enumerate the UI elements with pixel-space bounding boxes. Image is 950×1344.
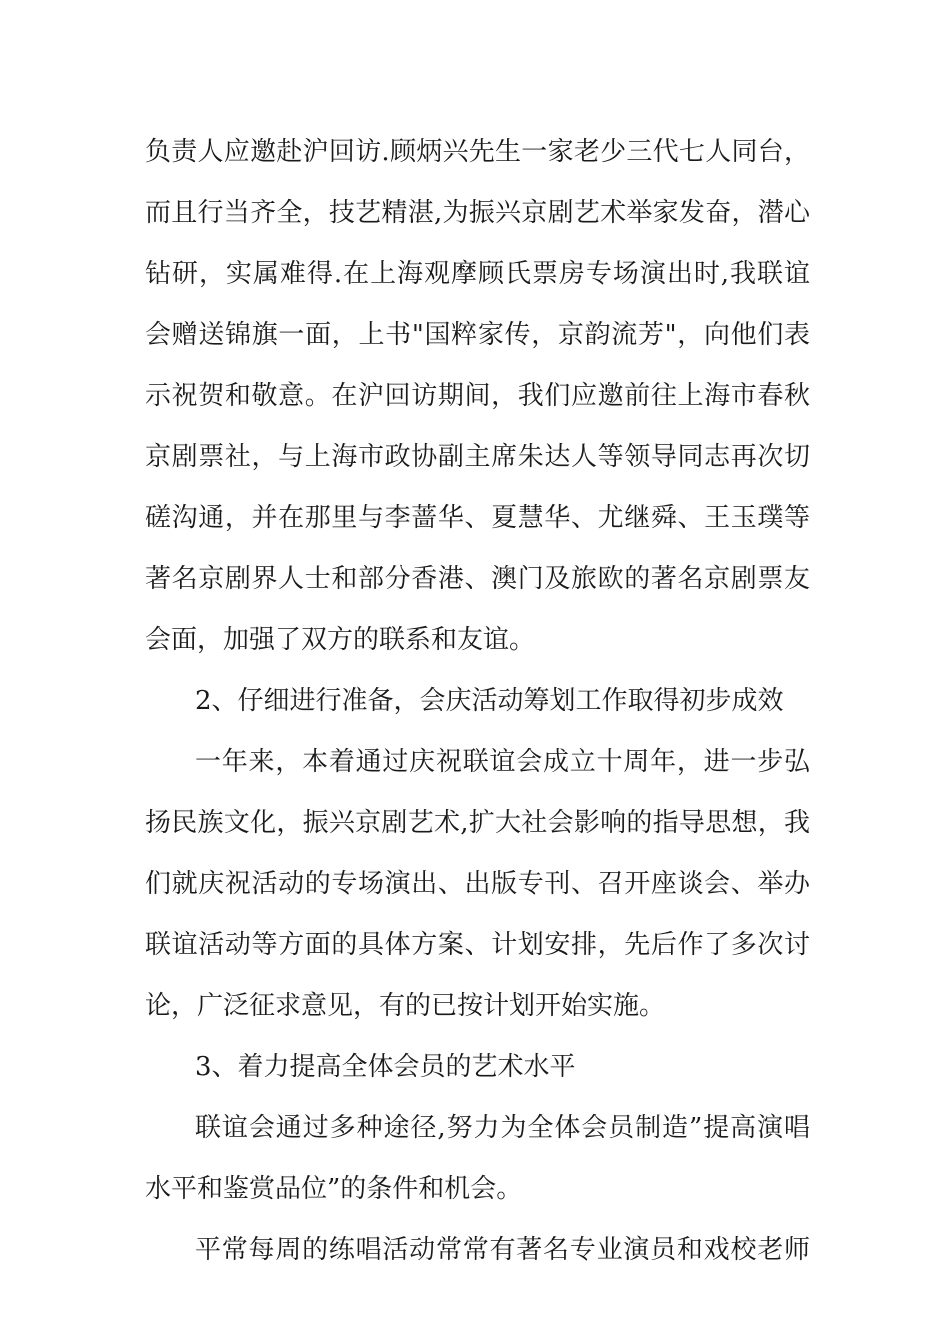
body-text-line: 而且行当齐全，技艺精湛,为振兴京剧艺术举家发奋，潜心 bbox=[145, 198, 810, 228]
paragraph-first-line: 联谊会通过多种途径,努力为全体会员制造”提高演唱 bbox=[195, 1113, 810, 1143]
body-text-line: 会赠送锦旗一面，上书"国粹家传，京韵流芳"，向他们表 bbox=[145, 320, 810, 350]
paragraph-first-line: 一年来，本着通过庆祝联谊会成立十周年，进一步弘 bbox=[195, 747, 810, 777]
body-text-line: 扬民族文化，振兴京剧艺术,扩大社会影响的指导思想，我 bbox=[145, 808, 810, 838]
body-text-line: 们就庆祝活动的专场演出、出版专刊、召开座谈会、举办 bbox=[145, 869, 810, 899]
body-text-line: 示祝贺和敬意。在沪回访期间，我们应邀前往上海市春秋 bbox=[145, 381, 810, 411]
body-text-line: 磋沟通，并在那里与李蔷华、夏慧华、尤继舜、王玉璞等 bbox=[145, 503, 810, 533]
body-text-line: 水平和鉴赏品位”的条件和机会。 bbox=[145, 1174, 523, 1204]
body-text-line: 论，广泛征求意见，有的已按计划开始实施。 bbox=[145, 991, 666, 1021]
paragraph-first-line: 平常每周的练唱活动常常有著名专业演员和戏校老师 bbox=[195, 1235, 810, 1265]
section-heading: 2、仔细进行准备，会庆活动筹划工作取得初步成效 bbox=[195, 686, 784, 716]
body-text-line: 京剧票社，与上海市政协副主席朱达人等领导同志再次切 bbox=[145, 442, 810, 472]
body-text-line: 著名京剧界人士和部分香港、澳门及旅欧的著名京剧票友 bbox=[145, 564, 810, 594]
section-heading: 3、着力提高全体会员的艺术水平 bbox=[195, 1052, 576, 1082]
body-text-line: 联谊活动等方面的具体方案、计划安排，先后作了多次讨 bbox=[145, 930, 810, 960]
body-text-line: 负责人应邀赴沪回访.顾炳兴先生一家老少三代七人同台， bbox=[145, 137, 810, 167]
body-text-line: 钻研，实属难得.在上海观摩顾氏票房专场演出时,我联谊 bbox=[145, 259, 810, 289]
body-text-line: 会面，加强了双方的联系和友谊。 bbox=[145, 625, 536, 655]
